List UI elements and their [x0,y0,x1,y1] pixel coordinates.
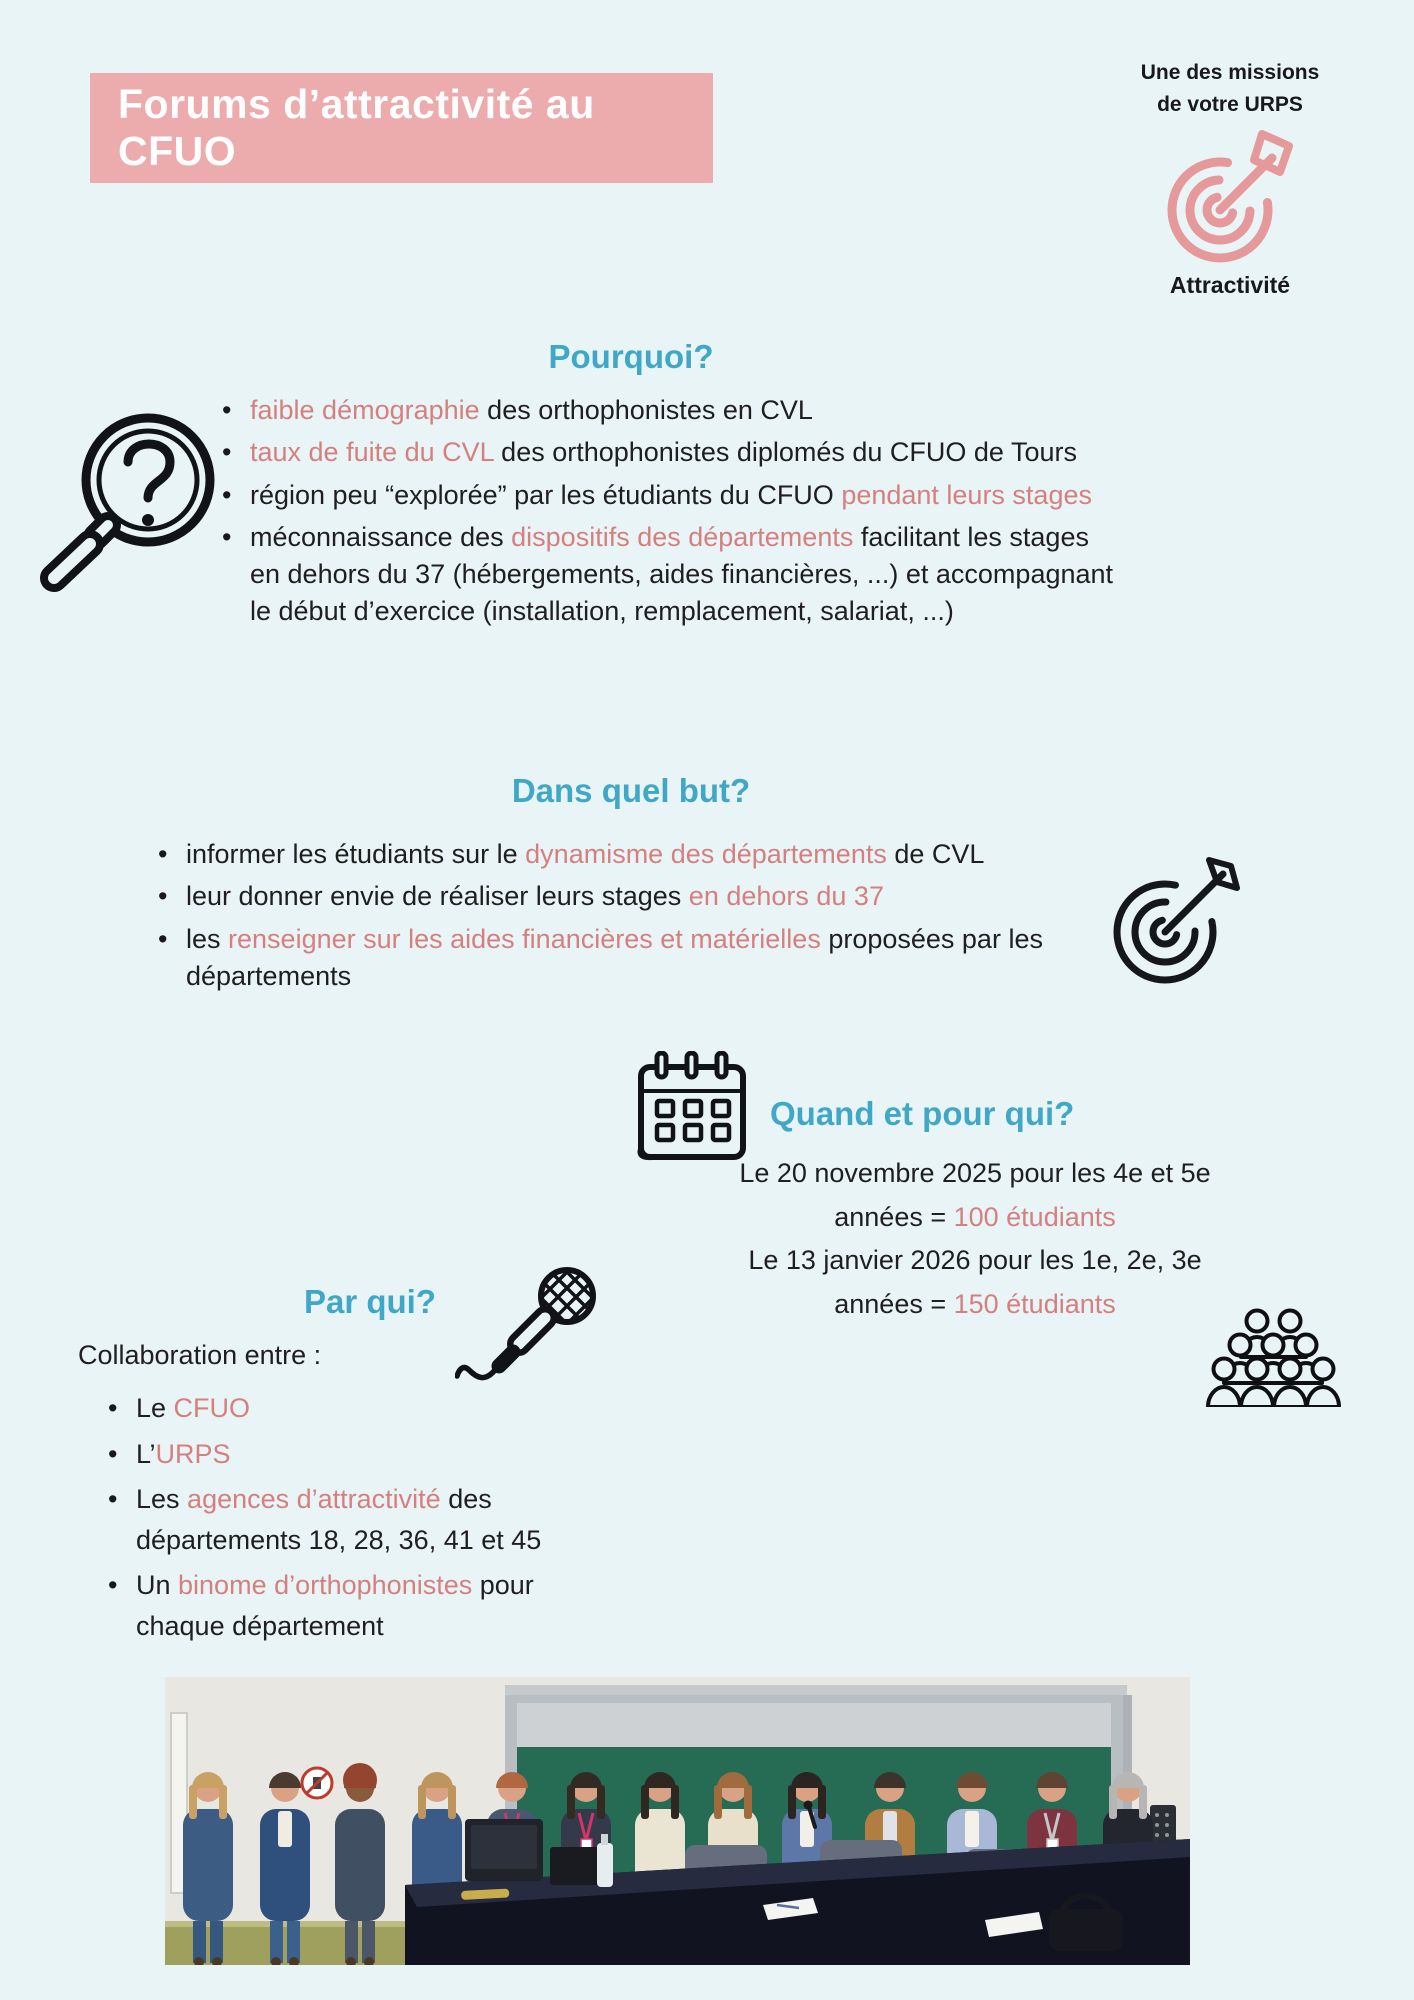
list-item: • Le CFUO [100,1388,600,1429]
list-item: • leur donner envie de réaliser leurs stages en dehors du 37 [150,878,1050,915]
heading-par-qui: Par qui? [303,1283,437,1320]
mission-caption: Attractivité [1169,272,1291,298]
par-qui-intro: Collaboration entre : [78,1340,322,1370]
photo-sign [302,1768,332,1798]
heading-but: Dans quel but? [511,772,751,809]
crowd-icon [1206,1305,1341,1407]
list-item: • région peu “explorée” par les étudiants du CFUO pendant leurs stages [214,477,1120,514]
photo [165,1677,1190,1965]
list-item: • Les agences d’attractivité des départements 18, 28, 36, 41 et 45 [100,1479,600,1560]
mission-line-1: Une des missions [1140,61,1320,84]
list-item: • méconnaissance des dispositifs des départements facilitant les stages en dehors du 37 (hébergements, aides financières, ...) et accompagnant le début d’exercice (installation, remplacement, salariat, ...) [214,519,1120,631]
photo-scene [165,1677,1190,1965]
title-banner [90,73,713,183]
heading-pourquoi: Pourquoi? [548,338,714,375]
list-item: • les renseigner sur les aides financières et matérielles proposées par les départements [150,921,1050,996]
text-line: années = 150 étudiants [834,1289,1116,1320]
page-title: Forums d’attractivité au CFUO [118,81,595,174]
list-item: • faible démographie des orthophonistes en CVL [214,392,1120,429]
quand-text [590,1152,1360,1327]
target-dart-icon-black [1105,850,1245,990]
mission-line-2: de votre URPS [1157,92,1303,116]
list-item: • taux de fuite du CVL des orthophonistes diplomés du CFUO de Tours [214,434,1120,471]
microphone-icon [455,1260,603,1392]
text-line: années = 100 étudiants [834,1201,1116,1232]
target-dart-icon [1158,122,1303,270]
list-item: • informer les étudiants sur le dynamisme des départements de CVL [150,836,1050,873]
text-line: Le 20 novembre 2025 pour les 4e et 5e [739,1158,1211,1188]
list-item: • Un binome d’orthophonistes pour chaque département [100,1565,600,1646]
pourquoi-list [214,392,1120,636]
calendar-icon [633,1051,751,1165]
heading-quand: Quand et pour qui? [770,1095,1075,1132]
list-item: • L’URPS [100,1434,600,1475]
but-list [150,836,1050,1000]
urps-mission-block [1085,57,1375,299]
magnifier-question-icon [28,384,228,602]
text-line: Le 13 janvier 2026 pour les 1e, 2e, 3e [748,1245,1202,1276]
par-qui-list [100,1388,600,1651]
